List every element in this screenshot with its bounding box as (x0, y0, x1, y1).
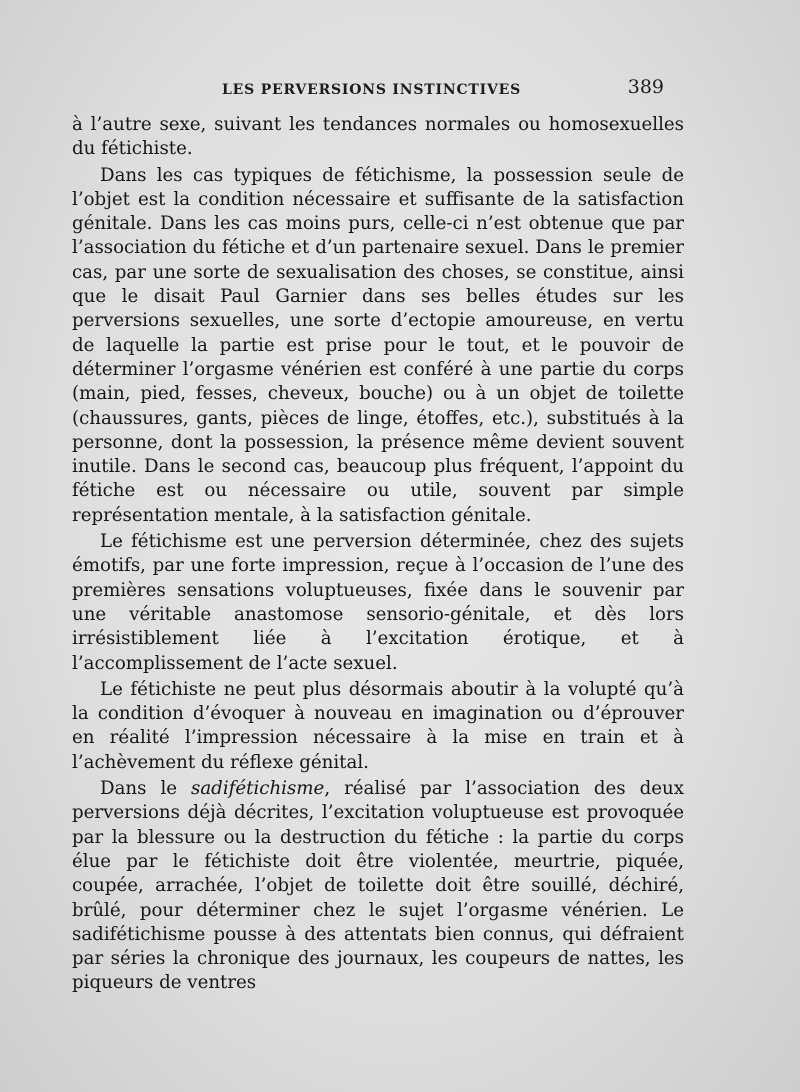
paragraph-sadifetishism (72, 777, 684, 996)
paragraph-fetishist-condition: Le fétichiste ne peut plus désormais aboutir à la volupté qu’à la condition d’évoquer à nouveau en imagination ou d’éprouver en réalité l’impression nécessaire à la mise en train et à l’achèvement du réflexe génital. (72, 678, 684, 773)
page-number: 389 (627, 76, 664, 98)
page-header (218, 76, 678, 102)
body-text (72, 113, 684, 996)
running-head: LES PERVERSIONS INSTINCTIVES (222, 82, 522, 98)
paragraph-sadifetishism-lead: Dans le (100, 778, 191, 800)
paragraph-fetishism-definition: Le fétichisme est une perversion déterminée, chez des sujets émotifs, par une forte impression, reçue à l’occasion de l’une des premières sensations voluptueuses, fixée dans le souvenir par une véritable anastomose sensorio-génitale, et dès lors irrésistiblement liée à l’excitation érotique, et à l’accomplissement de l’acte sexuel. (72, 531, 684, 674)
paragraph-fetishism-typical-cases: Dans les cas typiques de fétichisme, la possession seule de l’objet est la condition nécessaire et suffisante de la satisfaction génitale. Dans les cas moins purs, celle-ci n’est obtenue que par l’association du fétiche et d’un partenaire sexuel. Dans le premier cas, par une sorte de sexualisation des choses, se constitue, ainsi que le disait Paul Garnier dans ses belles études sur les perversions sexuelles, une sorte d’ectopie amoureuse, en vertu de laquelle la partie est prise pour le tout, et le pouvoir de déterminer l’orgasme vénérien est conféré à une partie du corps (main, pied, fesses, cheveux, bouche) ou à un objet de toilette (chaussures, gants, pièces de linge, étoffes, etc.), substitués à la personne, dont la possession, la présence même devient souvent inutile. Dans le second cas, beaucoup plus fréquent, l’appoint du fétiche est ou nécessaire ou utile, souvent par simple représentation mentale, à la satisfaction génitale. (72, 164, 684, 526)
paragraph-sadifetishism-body: , réalisé par l’association des deux perversions déjà décrites, l’excitation voluptueuse est provoquée par la blessure ou la destruction du fétiche : la partie du corps élue par le fétichiste doit être violentée, meurtrie, piquée, coupée, arrachée, l’objet de toilette doit être souillé, déchiré, brûlé, pour déterminer chez le sujet l’orgasme vénérien. Le sadifétichisme pousse à des attentats bien connus, qui défraient par séries la chronique des journaux, les coupeurs de nattes, les piqueurs de ventres (72, 778, 684, 994)
term-sadifetichisme: sadifétichisme (191, 778, 325, 800)
paragraph-continuation: à l’autre sexe, suivant les tendances normales ou homosexuelles du fétichiste. (72, 114, 684, 160)
